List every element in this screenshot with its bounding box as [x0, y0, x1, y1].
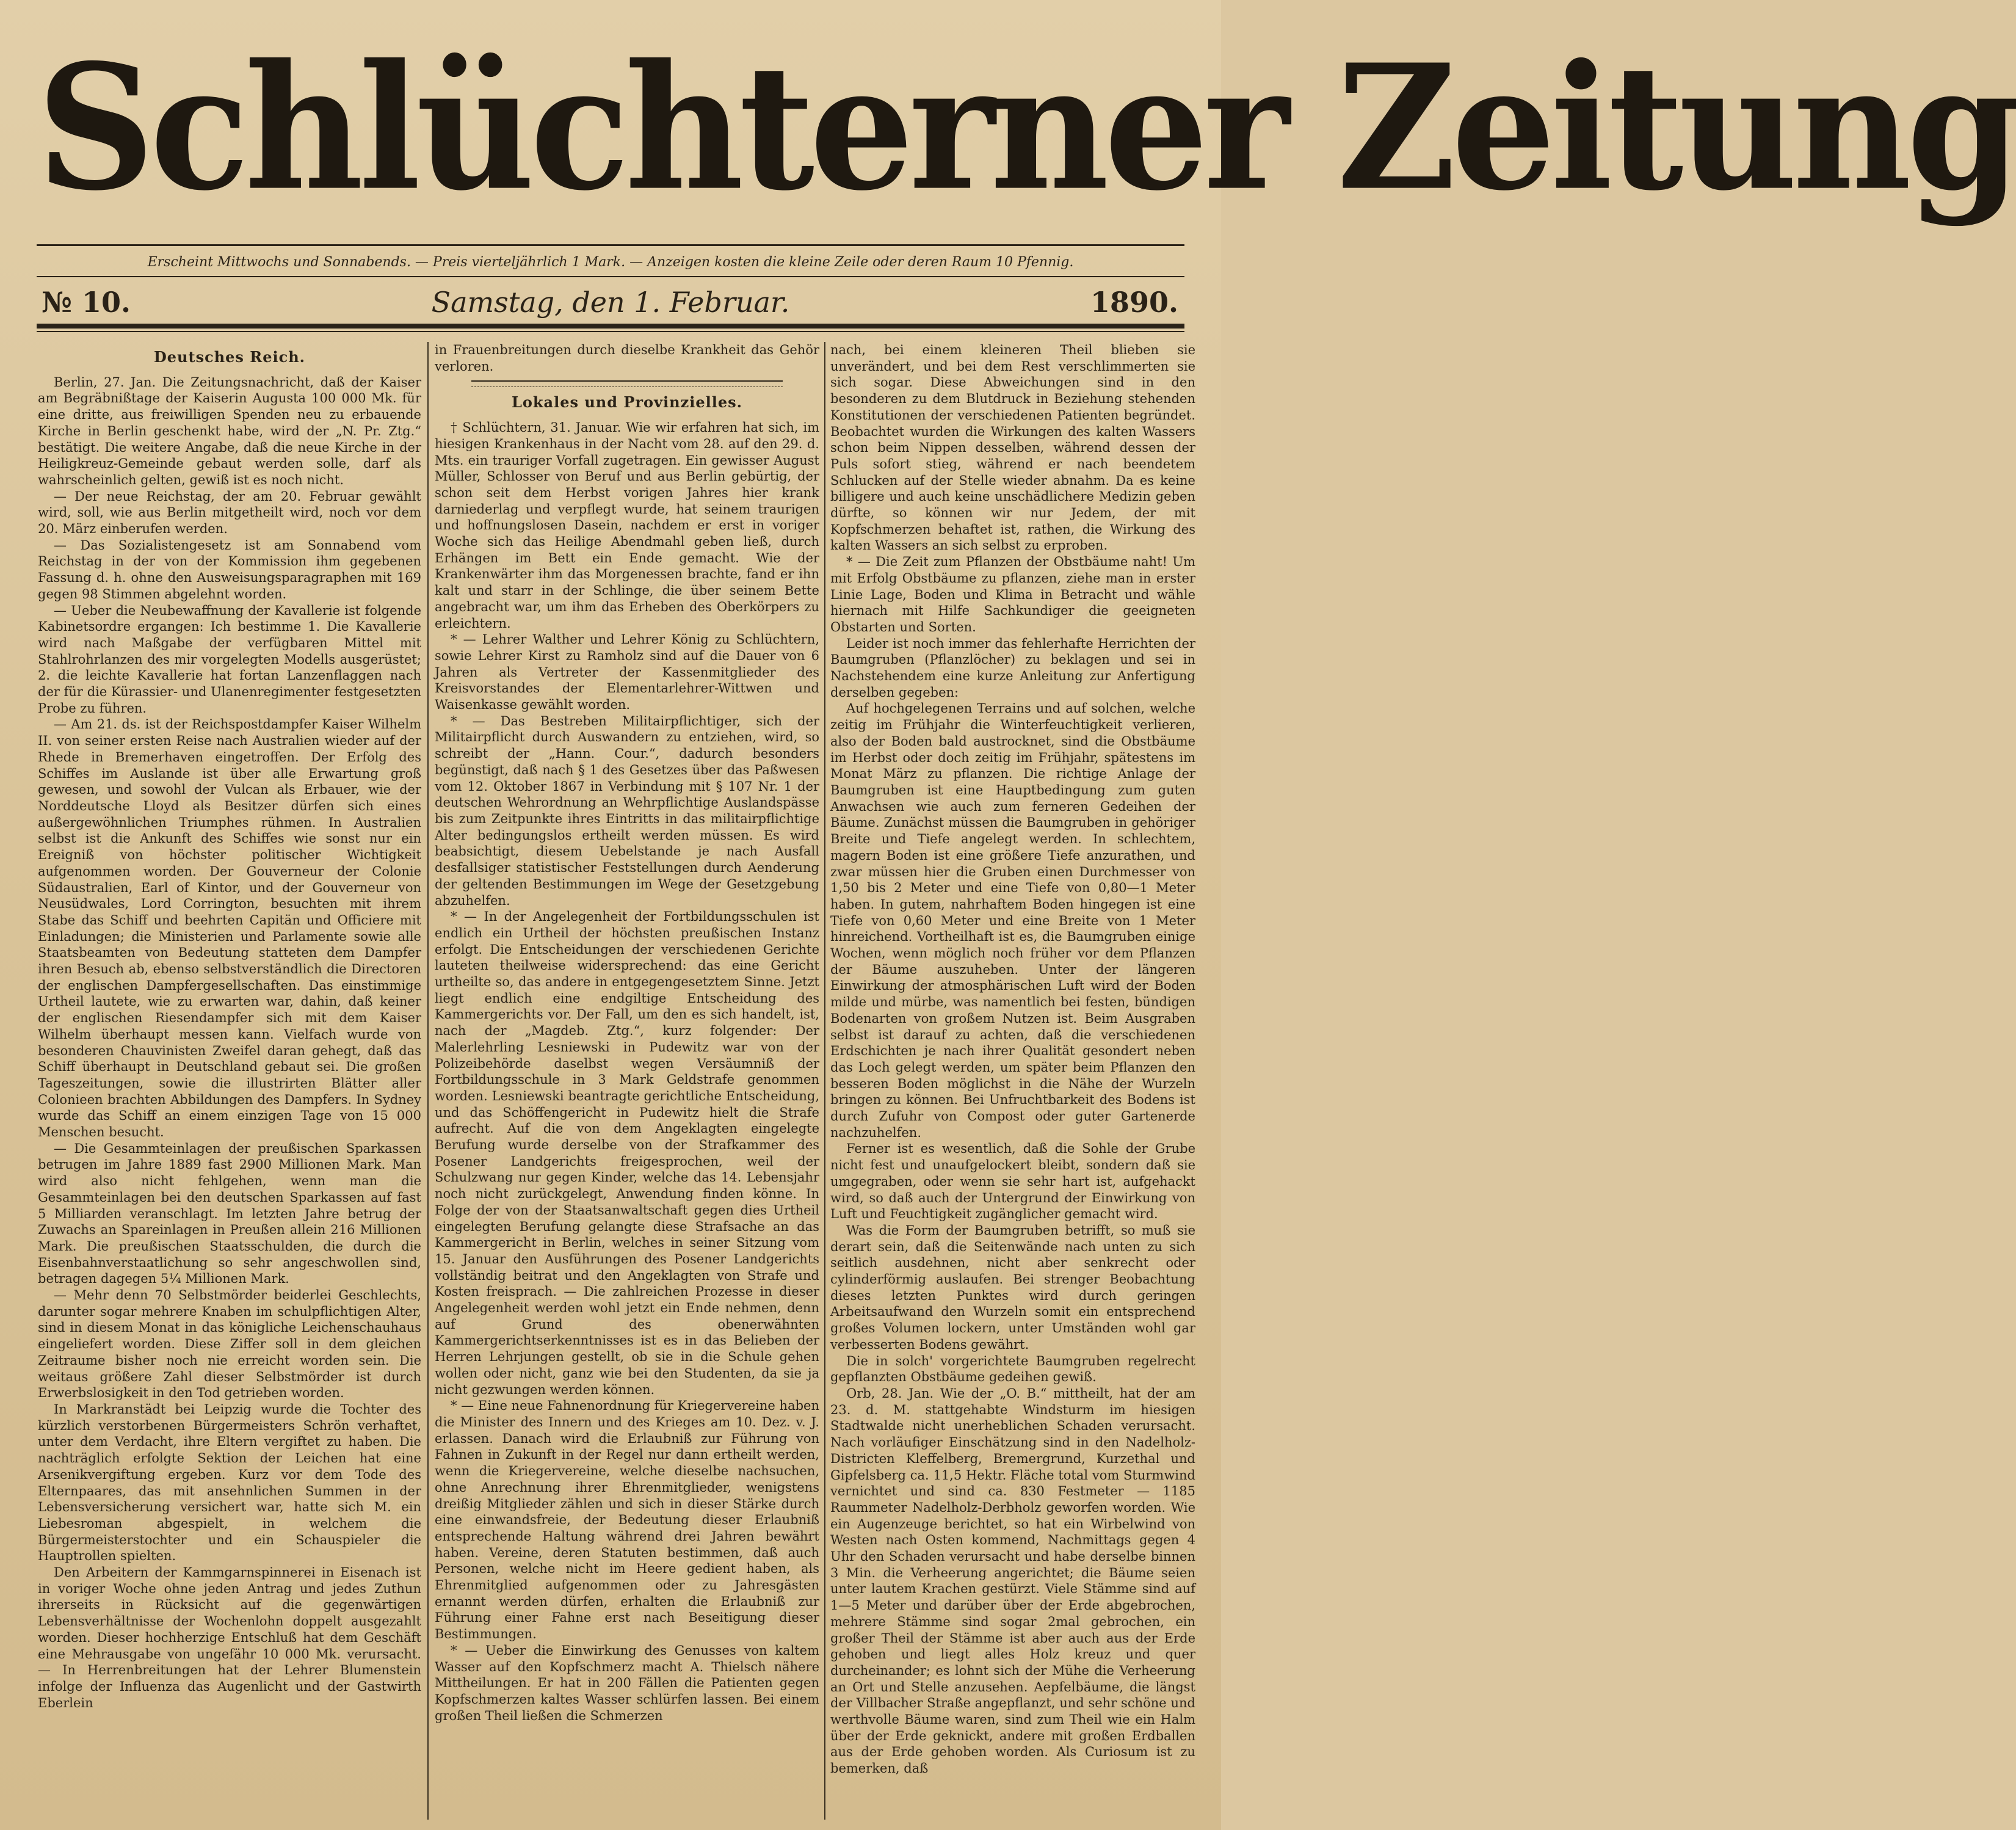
section-heading-lokales: Lokales und Provinzielles. [512, 393, 742, 412]
column-divider-2 [824, 342, 825, 1820]
article-paragraph: — Das Sozialistengesetz ist am Sonnabend vom Reichstag in der von der Kommission ihm gegebenen Fassung d. h. ohne den Ausweisungsparagraphen mit 169 gegen 98 Stimmen abgelehnt worden. [38, 537, 421, 601]
masthead-rule-top [37, 244, 1184, 246]
article-continuation: in Frauenbreitungen durch dieselbe Krankheit das Gehör verloren. [435, 343, 819, 374]
article-paragraph: Orb, 28. Jan. Wie der „O. B.“ mittheilt, hat der am 23. d. M. stattgehabte Windsturm im hiesigen Stadtwalde nicht unerheblichen Schaden verursacht. Nach vorläufiger Einschätzung sind in den Nadelholz-Districten Kleffelberg, Bremergrund, Kurzethal und Gipfelsberg ca. 11,5 Hektr. Fläche total vom Sturmwind vernichtet und sind ca. 830 Festmeter — 1185 Raummeter Nadelholz-Derbholz geworfen worden. Wie ein Augenzeuge berichtet, so hat ein Wirbelwind von Westen nach Osten kommend, Nachmittags gegen 4 Uhr den Schaden verursacht und habe derselbe binnen 3 Min. die Verheerung angerichtet; die Bäume seien unter lautem Krachen gestürzt. Viele Stämme sind auf 1—5 Meter und darüber über der Erde abgebrochen, mehrere Stämme sind sogar 2mal gebrochen, ein großer Theil der Stämme ist aber auch aus der Erde gehoben und liegt alles Holz kreuz und quer durcheinander; es lohnt sich der Mühe die Verheerung an Ort und Stelle anzusehen. Aepfelbäume, die längst der Villbacher Straße angepflanzt, und sehr schöne und werthvolle Bäume waren, sind zum Theil wie ein Halm über der Erde geknickt, andere mit großen Erdballen aus der Erde gehoben worden. Als Curiosum ist zu bemerken, daß [830, 1386, 1195, 1776]
issue-bar [37, 282, 1184, 322]
article-paragraph: * — Das Bestreben Militairpflichtiger, sich der Militairpflicht durch Auswandern zu entziehen, wird, so schreibt der „Hann. Cour.“, dadurch besonders begünstigt, daß nach § 1 des Gesetzes über das Paßwesen vom 12. Oktober 1867 in Verbindung mit § 107 Nr. 1 der deutschen Wehrordnung an Wehrpflichtige Auslandspässe bis zum Zeitpunkte ihres Eintritts in das militairpflichtige Alter bedingungslos ertheilt werden müssen. Es wird beabsichtigt, diesem Uebelstande je nach Ausfall desfallsiger statistischer Feststellungen durch Aenderung der geltenden Bestimmungen im Wege der Gesetzgebung abzuhelfen. [435, 713, 819, 908]
section-divider [471, 380, 783, 387]
article-paragraph: — Mehr denn 70 Selbstmörder beiderlei Geschlechts, darunter sogar mehrere Knaben im schulpflichtigen Alter, sind in diesem Monat in das königliche Leichenschauhaus eingeliefert worden. Diese Ziffer soll in dem gleichen Zeitraume bisher noch nie erreicht worden sein. Die weitaus größere Zahl dieser Selbstmörder ist durch Erwerbslosigkeit in den Tod getrieben worden. [38, 1288, 421, 1401]
column-1 [38, 342, 421, 1820]
article-paragraph: In Markranstädt bei Leipzig wurde die Tochter des kürzlich verstorbenen Bürgermeisters Schrön verhaftet, unter dem Verdacht, ihre Eltern vergiftet zu haben. Die nachträglich erfolgte Sektion der Leichen hat eine Arsenikvergiftung ergeben. Kurz vor dem Tode des Elternpaares, das mit ansehnlichen Summen in der Lebensversicherung versichert war, hatte sich M. ein Liebesroman abgespielt, in welchem die Bürgermeisterstochter und ein Schauspieler die Hauptrollen spielten. [38, 1402, 421, 1564]
article-paragraph: Was die Form der Baumgruben betrifft, so muß sie derart sein, daß die Seitenwände nach unten zu sich seitlich ausdehnen, nicht aber senkrecht oder cylinderförmig auslaufen. Bei strenger Beobachtung dieses letzten Punktes wird durch geringen Arbeitsaufwand den Wurzeln somit ein entsprechend großes Volumen lockern, unter Umständen wohl gar verbesserten Bodens gewährt. [830, 1222, 1195, 1352]
article-paragraph: Die in solch' vorgerichtete Baumgruben regelrecht gepflanzten Obstbäume gedeihen gewiß. [830, 1353, 1195, 1385]
masthead-title: Schlüchterner Zeitung [37, 27, 2016, 229]
issue-date: Samstag, den 1. Februar. [431, 286, 790, 319]
column-3 [830, 342, 1195, 1820]
article-paragraph: — Ueber die Neubewaffnung der Kavallerie ist folgende Kabinetsordre ergangen: Ich bestimme 1. Die Kavallerie wird nach Maßgabe der verfügbaren Mittel mit Stahlrohrlanzen des mir vorgelegten Modells ausgerüstet; 2. die leichte Kavallerie hat fortan Lanzenflaggen nach der für die Kürassier- und Ulanenregimenter festgesetzten Probe zu führen. [38, 603, 421, 716]
article-paragraph: * — Eine neue Fahnenordnung für Kriegervereine haben die Minister des Innern und des Krieges am 10. Dez. v. J. erlassen. Danach wird die Erlaubniß zur Führung von Fahnen in Zukunft in der Regel nur dann ertheilt werden, wenn die Kriegervereine, welche dieselbe nachsuchen, ohne Anrechnung ihrer Ehrenmitglieder, wenigstens dreißig Mitglieder zählen und sich in dieser Stärke durch eine einwandsfreie, der Bedeutung dieser Erlaubniß entsprechende Haltung während drei Jahren bewährt haben. Vereine, deren Statuten bestimmen, daß auch Personen, welche nicht im Heere gedient haben, als Ehrenmitglied aufgenommen oder zu Jahresgästen ernannt werden dürfen, erhalten die Erlaubniß zur Führung einer Fahne erst nach Beseitigung dieser Bestimmungen. [435, 1398, 819, 1642]
article-paragraph: — Der neue Reichstag, der am 20. Februar gewählt wird, soll, wie aus Berlin mitgetheilt wird, noch vor dem 20. März einberufen werden. [38, 488, 421, 537]
issue-year: 1890. [1090, 286, 1178, 319]
article-paragraph: — Die Gesammteinlagen der preußischen Sparkassen betrugen im Jahre 1889 fast 2900 Millionen Mark. Man wird also nicht fehlgehen, wenn man die Gesammteinlagen bei den deutschen Sparkassen auf fast 5 Milliarden veranschlagt. Im letzten Jahre betrug der Zuwachs an Spareinlagen in Preußen allein 216 Millionen Mark. Die preußischen Staatsschulden, die durch die Eisenbahnverstaatlichung so sehr angeschwollen sind, betragen dagegen 5¼ Millionen Mark. [38, 1141, 421, 1287]
article-paragraph: * — In der Angelegenheit der Fortbildungsschulen ist endlich ein Urtheil der höchsten preußischen Instanz erfolgt. Die Entscheidungen der verschiedenen Gerichte lauteten theilweise widersprechend: das eine Gericht urtheilte so, das andere in entgegengesetztem Sinne. Jetzt liegt endlich eine endgiltige Entscheidung des Kammergerichts vor. Der Fall, um den es sich handelt, ist, nach der „Magdeb. Ztg.“, kurz folgender: Der Malerlehrling Lesniewski in Pudewitz war von der Polizeibehörde daselbst wegen Versäumniß der Fortbildungsschule in 3 Mark Geldstrafe genommen worden. Lesniewski beantragte gerichtliche Entscheidung, und das Schöffengericht in Pudewitz hielt die Strafe aufrecht. Auf die von dem Angeklagten eingelegte Berufung wurde derselbe von der Strafkammer des Posener Landgerichts freigesprochen, weil der Schulzwang nur gegen Kinder, welche das 14. Lebensjahr noch nicht zurückgelegt, Anwendung finden könne. In Folge der von der Staatsanwaltschaft gegen dies Urtheil eingelegten Berufung gelangte diese Strafsache an das Kammergericht in Berlin, welches in seiner Sitzung vom 15. Januar den Ausführungen des Posener Landgerichts vollständig beitrat und den Angeklagten von Strafe und Kosten freisprach. — Die zahlreichen Prozesse in dieser Angelegenheit werden wohl jetzt ein Ende nehmen, denn auf Grund des obenerwähnten Kammergerichtserkenntnisses ist es in das Belieben der Herren Lehrjungen gestellt, ob sie in die Schule gehen wollen oder nicht, ganz wie bei den Studenten, da sie ja nicht gezwungen werden können. [435, 909, 819, 1397]
subscription-line: Erscheint Mittwochs und Sonnabends. — Preis vierteljährlich 1 Mark. — Anzeigen kosten die kleine Zeile oder deren Raum 10 Pfennig. [147, 255, 1074, 270]
article-paragraph: Ferner ist es wesentlich, daß die Sohle der Grube nicht fest und unaufgelockert bleibt, sondern daß sie umgegraben, oder wenn sie sehr hart ist, aufgehackt wird, so daß auch der Untergrund der Einwirkung von Luft und Feuchtigkeit zugänglicher gemacht wird. [830, 1141, 1195, 1222]
article-paragraph: * — Die Zeit zum Pflanzen der Obstbäume naht! Um mit Erfolg Obstbäume zu pflanzen, ziehe man in erster Linie Lage, Boden und Klima in Betracht und wähle hiernach mit Hilfe Sachkundiger die geeigneten Obstarten und Sorten. [830, 554, 1195, 634]
section-heading-deutsches-reich: Deutsches Reich. [153, 348, 306, 366]
article-paragraph: Auf hochgelegenen Terrains und auf solchen, welche zeitig im Frühjahr die Winterfeuchtigkeit verlieren, also der Boden bald austrocknet, sind die Obstbäume im Herbst oder doch zeitig im Frühjahr, spätestens im Monat März zu pflanzen. Die richtige Anlage der Baumgruben ist eine Hauptbedingung zum guten Anwachsen wie auch zum ferneren Gedeihen der Bäume. Zunächst müssen die Baumgruben in gehöriger Breite und Tiefe angelegt werden. In schlechtem, magern Boden ist eine größere Tiefe anzurathen, und zwar müssen hier die Gruben einen Durchmesser von 1,50 bis 2 Meter und eine Tiefe von 0,80—1 Meter haben. In gutem, nahrhaftem Boden hingegen ist eine Tiefe von 0,60 Meter und eine Breite von 1 Meter hinreichend. Vortheilhaft ist es, die Baumgruben einige Wochen, wenn möglich noch früher vor dem Pflanzen der Bäume auszuheben. Unter der längeren Einwirkung der atmosphärischen Luft wird der Boden milde und mürbe, was namentlich bei festen, bündigen Bodenarten von großem Nutzen ist. Beim Ausgraben selbst ist darauf zu achten, daß die verschiedenen Erdschichten je nach ihrer Qualität gesondert neben das Loch gelegt werden, um später beim Pflanzen den besseren Boden möglichst in die Nähe der Wurzeln bringen zu können. Bei Unfruchtbarkeit des Bodens ist durch Zufuhr von Compost oder guter Gartenerde nachzuhelfen. [830, 701, 1195, 1140]
article-paragraph: † Schlüchtern, 31. Januar. Wie wir erfahren hat sich, im hiesigen Krankenhaus in der Nacht vom 28. auf den 29. d. Mts. ein trauriger Vorfall zugetragen. Ein gewisser August Müller, Schlosser von Beruf und aus Berlin gebürtig, der schon seit dem Herbst vorigen Jahres hier krank darniederlag und verpflegt wurde, hat seinem traurigen und hoffnungslosen Dasein, nachdem er erst in voriger Woche sich das Heilige Abendmahl geben ließ, durch Erhängen im Bett ein Ende gemacht. Wie der Krankenwärter ihm das Morgenessen brachte, fand er ihn kalt und starr in der Schlinge, die über seinem Bette angebracht war, um ihm das Erheben des Oberkörpers zu erleichtern. [435, 420, 819, 631]
article-paragraph: — Am 21. ds. ist der Reichspostdampfer Kaiser Wilhelm II. von seiner ersten Reise nach Australien wieder auf der Rhede in Bremerhaven eingetroffen. Der Erfolg des Schiffes im Auslande ist über alle Erwartung groß gewesen, und sowohl der Vulcan als Erbauer, wie der Norddeutsche Lloyd als Besitzer dürfen sich eines außergewöhnlichen Triumphes rühmen. In Australien selbst ist die Ankunft des Schiffes wie sonst nur ein Ereigniß von höchster politischer Wichtigkeit aufgenommen worden. Der Gouverneur der Colonie Südaustralien, Earl of Kintor, und der Gouverneur von Neusüdwales, Lord Corrington, besuchten mit ihrem Stabe das Schiff und beehrten Capitän und Officiere mit Einladungen; die Ministerien und Parlamente sowie alle Staatsbeamten von Bedeutung statteten dem Dampfer ihren Besuch ab, ebenso selbstverständlich die Directoren der englischen Dampfergesellschaften. Das einstimmige Urtheil lautete, wie zu erwarten war, dahin, daß keiner der englischen Riesendampfer sich mit dem Kaiser Wilhelm überhaupt messen kann. Vielfach wurde von besonderen Chauvinisten Zweifel daran gehegt, daß das Schiff überhaupt in Deutschland gebaut sei. Die großen Tageszeitungen, sowie die illustrirten Blätter aller Colonieen brachten Abbildungen des Dampfers. In Sydney wurde das Schiff an einem einzigen Tage von 15 000 Menschen besucht. [38, 717, 421, 1140]
article-paragraph: Leider ist noch immer das fehlerhafte Herrichten der Baumgruben (Pflanzlöcher) zu beklagen und sei in Nachstehendem eine kurze Anleitung zur Anfertigung derselben gegeben: [830, 636, 1195, 700]
masthead-rule-bottom [37, 276, 1184, 277]
issue-number: № 10. [42, 286, 131, 319]
article-paragraph: * — Ueber die Einwirkung des Genusses von kaltem Wasser auf den Kopfschmerz macht A. Thielsch nähere Mittheilungen. Er hat in 200 Fällen die Patienten gegen Kopfschmerzen kaltes Wasser schlürfen lassen. Bei einem großen Theil ließen die Schmerzen [435, 1643, 819, 1723]
article-paragraph: Berlin, 27. Jan. Die Zeitungsnachricht, daß der Kaiser am Begräbnißtage der Kaiserin Augusta 100 000 Mk. für eine dritte, aus freiwilligen Spenden neu zu erbauende Kirche in Berlin geschenkt habe, wird der „N. Pr. Ztg.“ bestätigt. Die weitere Angabe, daß die neue Kirche in der Heiligkreuz-Gemeinde gebaut werden solle, darf als wahrscheinlich gelten, gewiß ist es noch nicht. [38, 374, 421, 487]
column-divider-1 [427, 342, 429, 1820]
issue-rule-thin [37, 331, 1184, 332]
article-paragraph: Den Arbeitern der Kammgarnspinnerei in Eisenach ist in voriger Woche ohne jeden Antrag und jedes Zuthun ihrerseits in Rücksicht auf die gegenwärtigen Lebensverhältnisse der Wochenlohn doppelt ausgezahlt worden. Dieser hochherzige Entschluß hat dem Geschäft eine Mehrausgabe von ungefähr 10 000 Mk. verursacht. — In Herrenbreitungen hat der Lehrer Blumenstein infolge der Influenza das Augenlicht und der Gastwirth Eberlein [38, 1565, 421, 1710]
issue-rule-thick [37, 324, 1184, 329]
article-paragraph: * — Lehrer Walther und Lehrer König zu Schlüchtern, sowie Lehrer Kirst zu Ramholz sind auf die Dauer von 6 Jahren als Vertreter der Kassenmitglieder des Kreisvorstandes der Elementarlehrer-Wittwen und Waisenkasse gewählt worden. [435, 632, 819, 713]
article-paragraph: nach, bei einem kleineren Theil blieben sie unverändert, und bei dem Rest verschlimmerten sie sich sogar. Diese Abweichungen sind in den besonderen zu dem Blutdruck in Beziehung stehenden Konstitutionen der verschiedenen Patienten begründet. Beobachtet wurden die Wirkungen des kalten Wassers schon beim Nippen desselben, während dessen der Puls sofort stieg, während er nach beendetem Schlucken auf der Stelle wieder abnahm. Da es keine billigere und auch keine unschädlichere Medizin geben dürfte, so können wir nur Jedem, der mit Kopfschmerzen behaftet ist, rathen, die Wirkung des kalten Wassers an sich selbst zu erproben. [830, 343, 1195, 553]
column-2 [435, 342, 819, 1820]
